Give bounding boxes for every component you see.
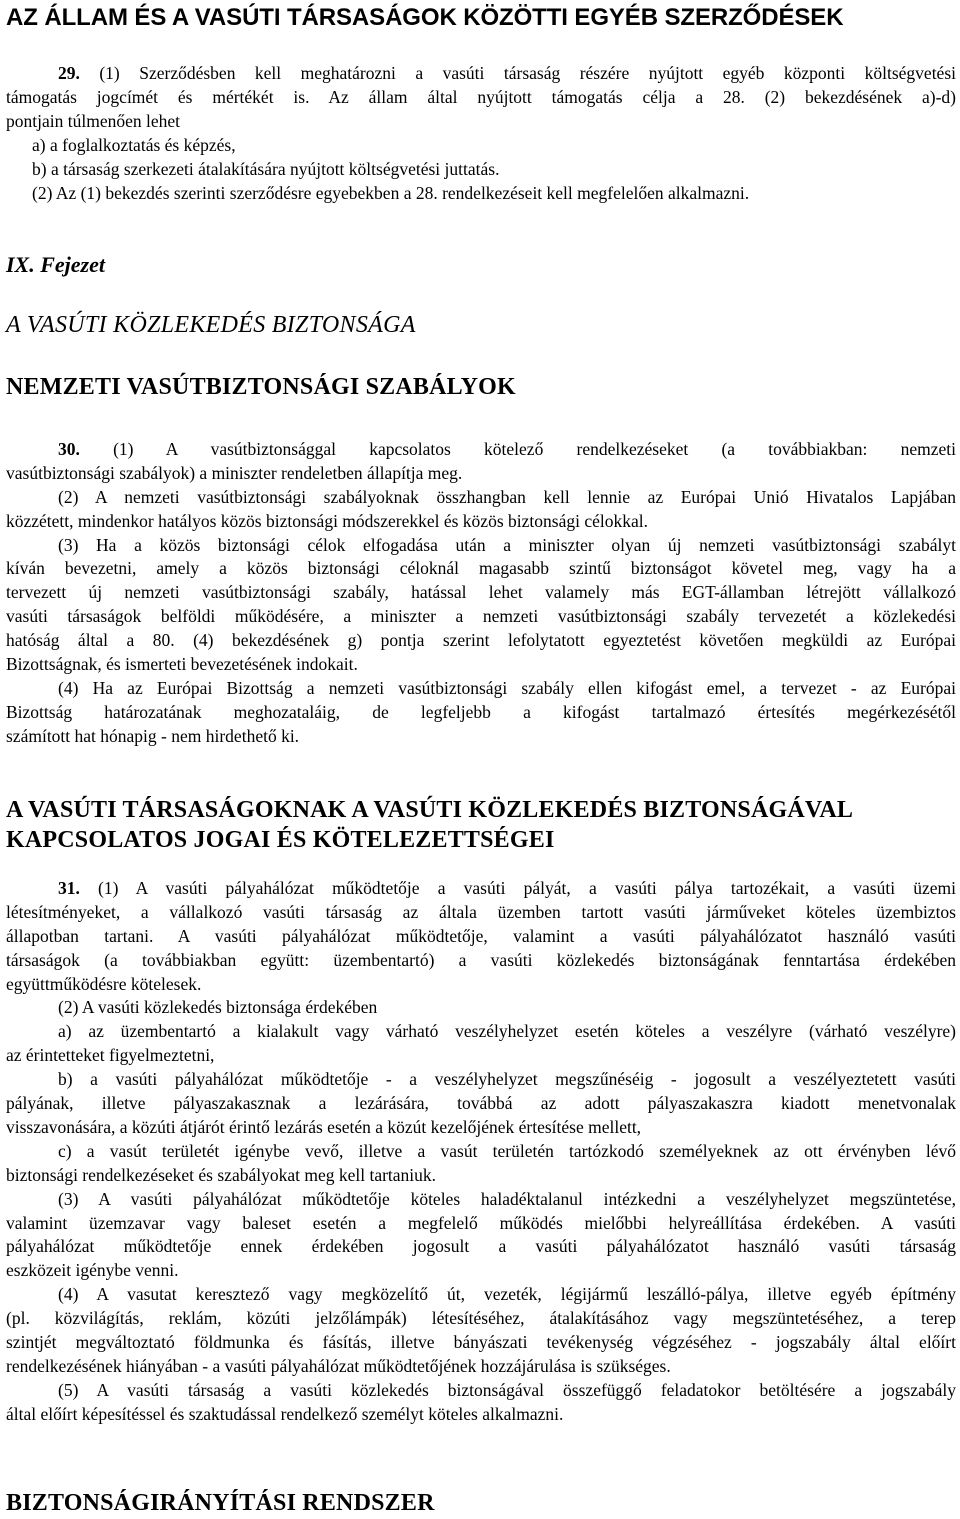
paragraph-line: vasútbiztonsági szabályok) a miniszter rendeletben állapítja meg. <box>6 462 463 483</box>
paragraph-line: vasúti társaságok belföldi működésére, a miniszter a nemzeti vasútbiztonsági szabály tervezetét a közlekedési <box>6 606 956 627</box>
paragraph-line: állapotban tartani. A vasúti pályahálózat működtetője, valamint a vasúti pályahálózatot használó vasúti <box>6 925 956 946</box>
paragraph-line: (5) A vasúti társaság a vasúti közlekedés biztonságával összefüggő feladatokor betöltésére a jogszabály <box>58 1379 956 1400</box>
paragraph-line: 29. (1) Szerződésben kell meghatározni a vasúti társaság részére nyújtott egyéb központi költségvetési <box>58 63 956 83</box>
section-number: 30. <box>58 439 80 459</box>
section-heading-agreements: AZ ÁLLAM ÉS A VASÚTI TÁRSASÁGOK KÖZÖTTI EGYÉB SZERZŐDÉSEK <box>6 4 844 31</box>
section-31 <box>6 877 956 1427</box>
paragraph-line: 30. (1) A vasútbiztonsággal kapcsolatos kötelező rendelkezéseket (a továbbiakban: nemzeti <box>58 439 956 459</box>
list-item-a: a) a foglalkoztatás és képzés, <box>32 134 236 155</box>
subtitle-rights-obligations <box>6 795 853 855</box>
paragraph-line: a) az üzembentartó a kialakult vagy várható veszélyhelyzet esetén köteles a veszélyre (várható veszélyre) <box>58 1021 956 1042</box>
paragraph-line: támogatás jogcímét és mértékét is. Az állam által nyújtott támogatás célja a 28. (2) bekezdésének a)-d) <box>6 86 956 107</box>
paragraph-line: pályahálózat működtetője ennek érdekében jogosult a vasúti pályahálózatot használó vasúti társaság <box>6 1236 956 1257</box>
paragraph-line: (2) Az (1) bekezdés szerinti szerződésre egyebekben a 28. rendelkezéseit kell megfelelően alkalmazni. <box>32 182 750 203</box>
paragraph-line: (4) Ha az Európai Bizottság a nemzeti vasútbiztonsági szabály ellen kifogást emel, a tervezet - az Európai <box>58 677 956 698</box>
paragraph-line: együttműködésre kötelesek. <box>6 973 202 994</box>
paragraph-line: számított hat hónapig - nem hirdethető ki. <box>6 725 300 746</box>
paragraph-line: (4) A vasutat keresztező vagy megközelítő út, vezeték, légijármű leszálló-pálya, illetve egyéb építmény <box>58 1284 956 1305</box>
section-30 <box>6 438 956 749</box>
paragraph-line: tervezett új nemzeti vasútbiztonsági szabály, hatással lehet valamely más EGT-államban létrejött vállalkozó <box>6 582 956 603</box>
section-number: 29. <box>58 63 80 83</box>
subtitle-national-rules: NEMZETI VASÚTBIZTONSÁGI SZABÁLYOK <box>6 374 516 400</box>
paragraph-line: c) a vasút területét igénybe vevő, illetve a vasút területén tartózkodó személyeknek az ott érvényben lévő <box>58 1140 956 1161</box>
paragraph-line: pontjain túlmenően lehet <box>6 110 180 131</box>
paragraph-line: eszközeit igénybe venni. <box>6 1260 179 1281</box>
paragraph-line: (pl. közvilágítás, reklám, közúti jelzőlámpák) létesítéséhez, átalakításához vagy megszüntetéséhez, a terep <box>6 1308 956 1329</box>
paragraph-line: visszavonására, a közúti átjárót érintő lezárás esetén a közút kezelőjének értesítése mellett, <box>6 1116 642 1137</box>
paragraph-line: (2) A vasúti közlekedés biztonsága érdekében <box>58 997 378 1018</box>
chapter-title: A VASÚTI KÖZLEKEDÉS BIZTONSÁGA <box>6 312 416 338</box>
paragraph-line: által előírt képesítéssel és szaktudással rendelkező személyt köteles alkalmazni. <box>6 1403 564 1424</box>
paragraph-line: kíván bevezetni, amely a közös biztonsági céloknál magasabb szintű biztonságot követel meg, vagy ha a <box>6 558 956 579</box>
subtitle-line: KAPCSOLATOS JOGAI ÉS KÖTELEZETTSÉGEI <box>6 827 555 853</box>
paragraph-line: (3) A vasúti pályahálózat működtetője köteles haladéktalanul intézkedni a veszélyhelyzet megszüntetése, <box>58 1188 956 1209</box>
section-number: 31. <box>58 878 80 898</box>
paragraph-line: szintjét megváltoztató földmunka és fásítás, illetve bányászati tevékenység végzéséhez - jogszabály által előírt <box>6 1332 956 1353</box>
paragraph-line: hatóság által a 80. (4) bekezdésének g) pontja szerint lefolytatott egyeztetést követően megküldi az Európai <box>6 630 956 651</box>
paragraph-line: valamint üzemzavar vagy baleset esetén a megfelelő működés mielőbbi helyreállítása érdekében. A vasúti <box>6 1212 956 1233</box>
paragraph-line: b) a vasúti pályahálózat működtetője - a veszélyhelyzet megszűnéséig - jogosult a veszélyeztetett vasúti <box>58 1069 956 1090</box>
chapter-number: IX. Fejezet <box>6 252 105 277</box>
paragraph-line: létesítményeket, a vállalkozó vasúti társaság az általa üzemben tartott vasúti járműveket köteles üzembiztos <box>6 901 956 922</box>
paragraph-line: Bizottság határozatának meghozataláig, de legfeljebb a kifogást tartalmazó értesítés megérkezésétől <box>6 701 956 722</box>
subtitle-safety-management: BIZTONSÁGIRÁNYÍTÁSI RENDSZER <box>6 1490 435 1516</box>
paragraph-line: rendelkezésének hiányában - a vasúti pályahálózat működtetőjének hozzájárulása is szükséges. <box>6 1355 671 1376</box>
paragraph-line: pályának, illetve pályaszakasznak a lezárására, továbbá az adott pályaszakaszra kiadott menetvonalak <box>6 1093 956 1114</box>
paragraph-line: 31. (1) A vasúti pályahálózat működtetője a vasúti pályát, a vasúti pálya tartozékait, a vasúti üzemi <box>58 878 956 898</box>
section-29 <box>6 62 956 205</box>
paragraph-line: az érintetteket figyelmeztetni, <box>6 1045 215 1066</box>
paragraph-line: (3) Ha a közös biztonsági célok elfogadása után a miniszter olyan új nemzeti vasútbiztonsági szabályt <box>58 534 956 555</box>
paragraph-line: Bizottságnak, és ismerteti bevezetésének indokait. <box>6 654 358 675</box>
paragraph-line: (2) A nemzeti vasútbiztonsági szabályoknak összhangban kell lennie az Európai Unió Hivatalos Lapjában <box>58 486 956 507</box>
list-item-b: b) a társaság szerkezeti átalakítására nyújtott költségvetési juttatás. <box>32 158 500 179</box>
subtitle-line: A VASÚTI TÁRSASÁGOKNAK A VASÚTI KÖZLEKEDÉS BIZTONSÁGÁVAL <box>6 797 854 823</box>
paragraph-line: társaságok (a továbbiakban együtt: üzembentartó) a vasúti közlekedés biztonságának fenntartása érdekében <box>6 949 956 970</box>
paragraph-line: közzétett, mindenkor hatályos közös biztonsági módszerekkel és közös biztonsági célokkal. <box>6 510 648 531</box>
paragraph-line: biztonsági rendelkezéseket és szabályokat meg kell tartaniuk. <box>6 1164 437 1185</box>
